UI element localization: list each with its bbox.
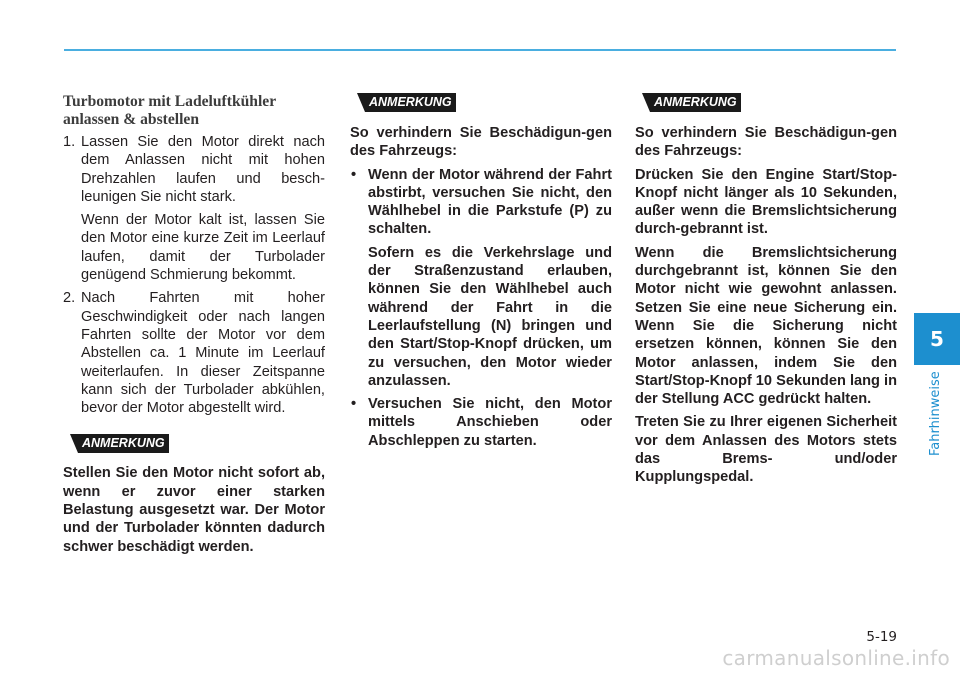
note-badge: ANMERKUNG: [643, 93, 741, 112]
list-item-number: 1.: [63, 134, 76, 150]
list-item-text: Nach Fahrten mit hoher Geschwindigkeit oder nach langen Fahrten sollte der Motor vor dem Abstellen ca. 1 Minute im Leerlauf weiterlaufen. In dieser Zeitspanne kann sich der Turbolader abkühlen, bevor der Motor abgestellt wird.: [81, 290, 325, 417]
list-item-subtext: Wenn der Motor kalt ist, lassen Sie den Motor eine kurze Zeit im Leerlauf laufen, damit der Turbolader genügend Schmierung bekommt.: [81, 212, 325, 284]
list-item-2: [63, 289, 325, 417]
note-intro: So verhindern Sie Beschädigun-gen des Fahrzeugs:: [350, 125, 612, 160]
bullet-item-2: [350, 395, 612, 450]
column-right: [635, 93, 897, 492]
note-badge: ANMERKUNG: [71, 434, 169, 453]
section-title-line-1: Turbomotor mit Ladeluftkühler: [63, 93, 277, 110]
note-paragraph-1: Drücken Sie den Engine Start/Stop-Knopf nicht länger als 10 Sekunden, außer wenn die Bremslichtsicherung durch-gebrannt ist.: [635, 166, 897, 238]
watermark: carmanualsonline.info: [722, 646, 950, 670]
bullet-icon: •: [351, 166, 357, 183]
page-number: 5-19: [866, 629, 897, 645]
list-item-number: 2.: [63, 290, 76, 307]
note-intro: So verhindern Sie Beschädigun-gen des Fahrzeugs:: [635, 125, 897, 160]
bullet-item-1: [350, 166, 612, 391]
chapter-tab: 5: [914, 313, 960, 365]
chapter-title: Fahrhinweise: [928, 371, 943, 456]
top-divider: [64, 49, 896, 51]
section-title: [63, 93, 325, 128]
list-item-text: Lassen Sie den Motor direkt nach dem Anlassen nicht mit hohen Drehzahlen laufen und besch-leunigen Sie nicht stark.: [81, 134, 325, 205]
column-left: [63, 93, 325, 561]
bullet-text: Wenn der Motor während der Fahrt abstirbt, versuchen Sie nicht, den Wählhebel in die Parkstufe (P) zu schalten.: [368, 166, 612, 238]
note-text: Stellen Sie den Motor nicht sofort ab, wenn er zuvor einer starken Belastung ausgesetzt war. Der Motor und der Turbolader könnten dadurch schwer beschädigt werden.: [63, 465, 325, 555]
note-badge: ANMERKUNG: [358, 93, 456, 112]
note-paragraph-2: Wenn die Bremslichtsicherung durchgebrannt ist, können Sie den Motor nicht wie gewohnt anlassen. Setzen Sie eine neue Sicherung ein. Wenn Sie die Sicherung nicht ersetzen können, können Sie den Motor anlassen, indem Sie den Start/Stop-Knopf 10 Sekunden lang in der Stellung ACC gedrückt halten.: [635, 244, 897, 408]
chapter-label: [925, 370, 945, 460]
list-item-1: [63, 133, 325, 284]
note-paragraph-3: Treten Sie zu Ihrer eigenen Sicherheit vor dem Anlassen des Motors stets das Brems- und/oder Kupplungspedal.: [635, 414, 897, 486]
section-title-line-2: anlassen & abstellen: [63, 110, 200, 128]
bullet-icon: •: [351, 396, 357, 413]
bullet-subtext: Sofern es die Verkehrslage und der Straßenzustand erlauben, können Sie den Wählhebel auch während der Fahrt in die Leerlaufstellung (N) bringen und den Start/Stop-Knopf drücken, um zu versuchen, den Motor wieder anzulassen.: [368, 244, 612, 389]
column-middle: [350, 93, 612, 455]
bullet-text: Versuchen Sie nicht, den Motor mittels Anschieben oder Abschleppen zu starten.: [368, 396, 612, 449]
